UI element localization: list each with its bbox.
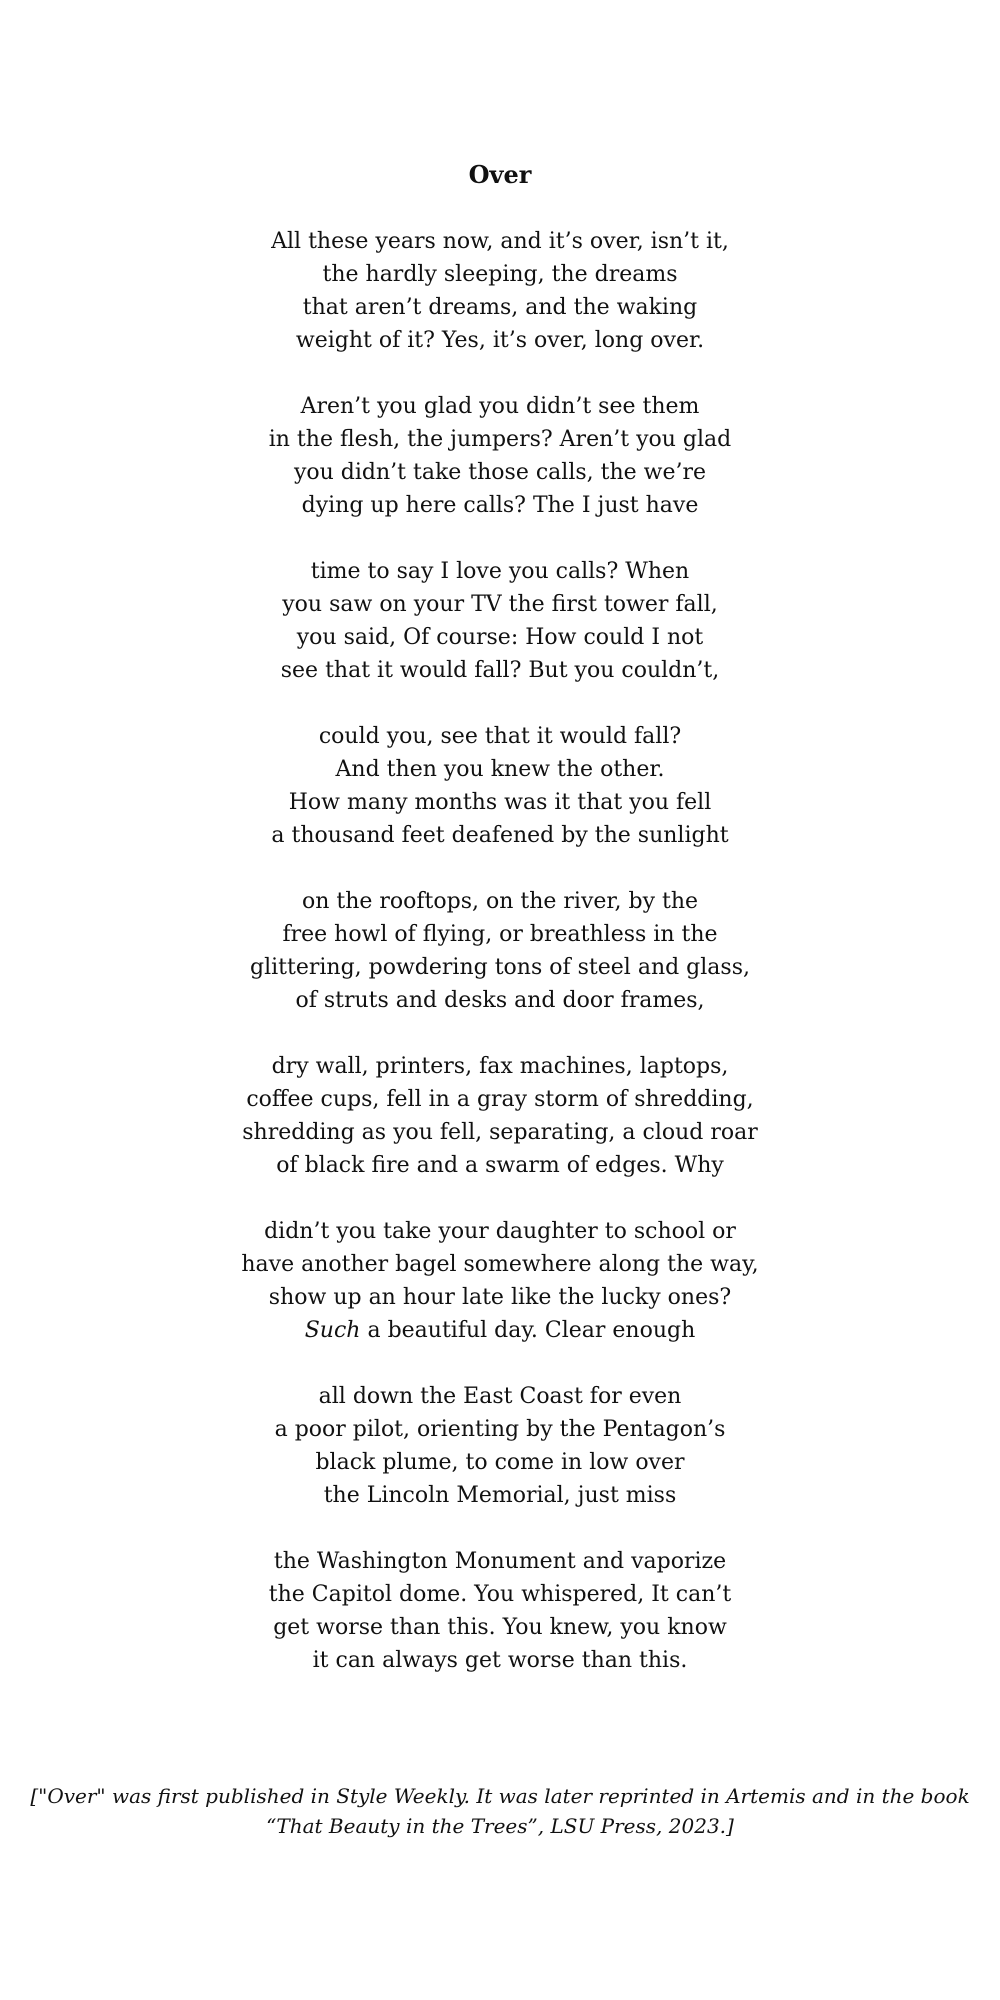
line-segment: the Capitol dome. You whispered, It can’t bbox=[268, 1582, 732, 1607]
line-segment: a thousand feet deafened by the sunlight bbox=[271, 823, 729, 848]
stanza bbox=[0, 720, 1000, 852]
line-segment: of struts and desks and door frames, bbox=[295, 988, 705, 1013]
poem-line bbox=[0, 1644, 1000, 1677]
poem-line bbox=[0, 1611, 1000, 1644]
line-segment: a beautiful day. Clear enough bbox=[360, 1318, 696, 1343]
poem-line bbox=[0, 489, 1000, 522]
poem-line bbox=[0, 258, 1000, 291]
line-segment: have another bagel somewhere along the way, bbox=[241, 1252, 759, 1277]
line-segment: see that it would fall? But you couldn’t, bbox=[280, 658, 720, 683]
line-segment: dry wall, printers, fax machines, laptops, bbox=[271, 1054, 729, 1079]
line-segment: all down the East Coast for even bbox=[318, 1384, 682, 1409]
poem-line bbox=[0, 1050, 1000, 1083]
poem-line bbox=[0, 1083, 1000, 1116]
stanza bbox=[0, 390, 1000, 522]
poem-title: Over bbox=[468, 160, 532, 189]
line-segment: black plume, to come in low over bbox=[315, 1450, 685, 1475]
poem-line bbox=[0, 1413, 1000, 1446]
poem-line bbox=[0, 1248, 1000, 1281]
poem-line bbox=[0, 555, 1000, 588]
line-segment: you saw on your TV the first tower fall, bbox=[282, 592, 718, 617]
poem-line bbox=[0, 819, 1000, 852]
poem-line bbox=[0, 588, 1000, 621]
publication-note: ["Over" was first published in Style Weekly. It was later reprinted in Artemis and in the book “That Beauty in the Trees”, LSU Press, 2023.] bbox=[30, 1784, 970, 1838]
poem-line bbox=[0, 885, 1000, 918]
line-segment: time to say I love you calls? When bbox=[310, 559, 690, 584]
stanza bbox=[0, 1380, 1000, 1512]
stanza bbox=[0, 1545, 1000, 1677]
poem-line bbox=[0, 918, 1000, 951]
line-segment: on the rooftops, on the river, by the bbox=[301, 889, 699, 914]
line-segment: get worse than this. You knew, you know bbox=[273, 1615, 727, 1640]
poem-line bbox=[0, 1446, 1000, 1479]
line-segment: All these years now, and it’s over, isn’t it, bbox=[271, 229, 729, 254]
poem-line bbox=[0, 786, 1000, 819]
poem-line bbox=[0, 456, 1000, 489]
poem-line bbox=[0, 753, 1000, 786]
line-segment: that aren’t dreams, and the waking bbox=[302, 295, 698, 320]
poem-line bbox=[0, 984, 1000, 1017]
poem-line bbox=[0, 1281, 1000, 1314]
poem-line bbox=[0, 1578, 1000, 1611]
line-segment: you said, Of course: How could I not bbox=[296, 625, 704, 650]
line-segment: dying up here calls? The I just have bbox=[301, 493, 699, 518]
line-segment: Aren’t you glad you didn’t see them bbox=[300, 394, 700, 419]
line-segment: it can always get worse than this. bbox=[312, 1648, 688, 1673]
poem-line bbox=[0, 1215, 1000, 1248]
stanza bbox=[0, 885, 1000, 1017]
line-segment: free howl of flying, or breathless in the bbox=[282, 922, 718, 947]
line-segment: of black fire and a swarm of edges. Why bbox=[276, 1153, 724, 1178]
poem-line bbox=[0, 951, 1000, 984]
poem-line bbox=[0, 390, 1000, 423]
line-segment: shredding as you fell, separating, a cloud roar bbox=[242, 1120, 758, 1145]
stanza bbox=[0, 1215, 1000, 1347]
stanza bbox=[0, 1050, 1000, 1182]
line-segment: didn’t you take your daughter to school or bbox=[264, 1219, 736, 1244]
line-segment: And then you knew the other. bbox=[335, 757, 665, 782]
poem-line bbox=[0, 1479, 1000, 1512]
poem-line bbox=[0, 1314, 1000, 1347]
line-segment: you didn’t take those calls, the we’re bbox=[293, 460, 707, 485]
poem-line bbox=[0, 621, 1000, 654]
line-segment: coffee cups, fell in a gray storm of shredding, bbox=[246, 1087, 754, 1112]
stanza bbox=[0, 225, 1000, 357]
line-segment: How many months was it that you fell bbox=[288, 790, 712, 815]
poem-line bbox=[0, 1149, 1000, 1182]
line-segment: glittering, powdering tons of steel and glass, bbox=[250, 955, 750, 980]
poem-body bbox=[0, 225, 1000, 1710]
poem-line bbox=[0, 291, 1000, 324]
poem-line bbox=[0, 1380, 1000, 1413]
poem-line bbox=[0, 1545, 1000, 1578]
line-segment: show up an hour late like the lucky ones? bbox=[268, 1285, 732, 1310]
line-segment: could you, see that it would fall? bbox=[318, 724, 682, 749]
line-segment: weight of it? Yes, it’s over, long over. bbox=[295, 328, 705, 353]
poem-line bbox=[0, 654, 1000, 687]
poem-line bbox=[0, 225, 1000, 258]
poem-line bbox=[0, 1116, 1000, 1149]
line-segment: the Washington Monument and vaporize bbox=[273, 1549, 727, 1574]
line-segment: a poor pilot, orienting by the Pentagon’s bbox=[274, 1417, 726, 1442]
line-segment: in the flesh, the jumpers? Aren’t you glad bbox=[268, 427, 732, 452]
line-segment: the hardly sleeping, the dreams bbox=[322, 262, 678, 287]
poem-line bbox=[0, 720, 1000, 753]
stanza bbox=[0, 555, 1000, 687]
poem-line bbox=[0, 324, 1000, 357]
poem-line bbox=[0, 423, 1000, 456]
italic-segment: Such bbox=[304, 1318, 361, 1343]
line-segment: the Lincoln Memorial, just miss bbox=[323, 1483, 677, 1508]
